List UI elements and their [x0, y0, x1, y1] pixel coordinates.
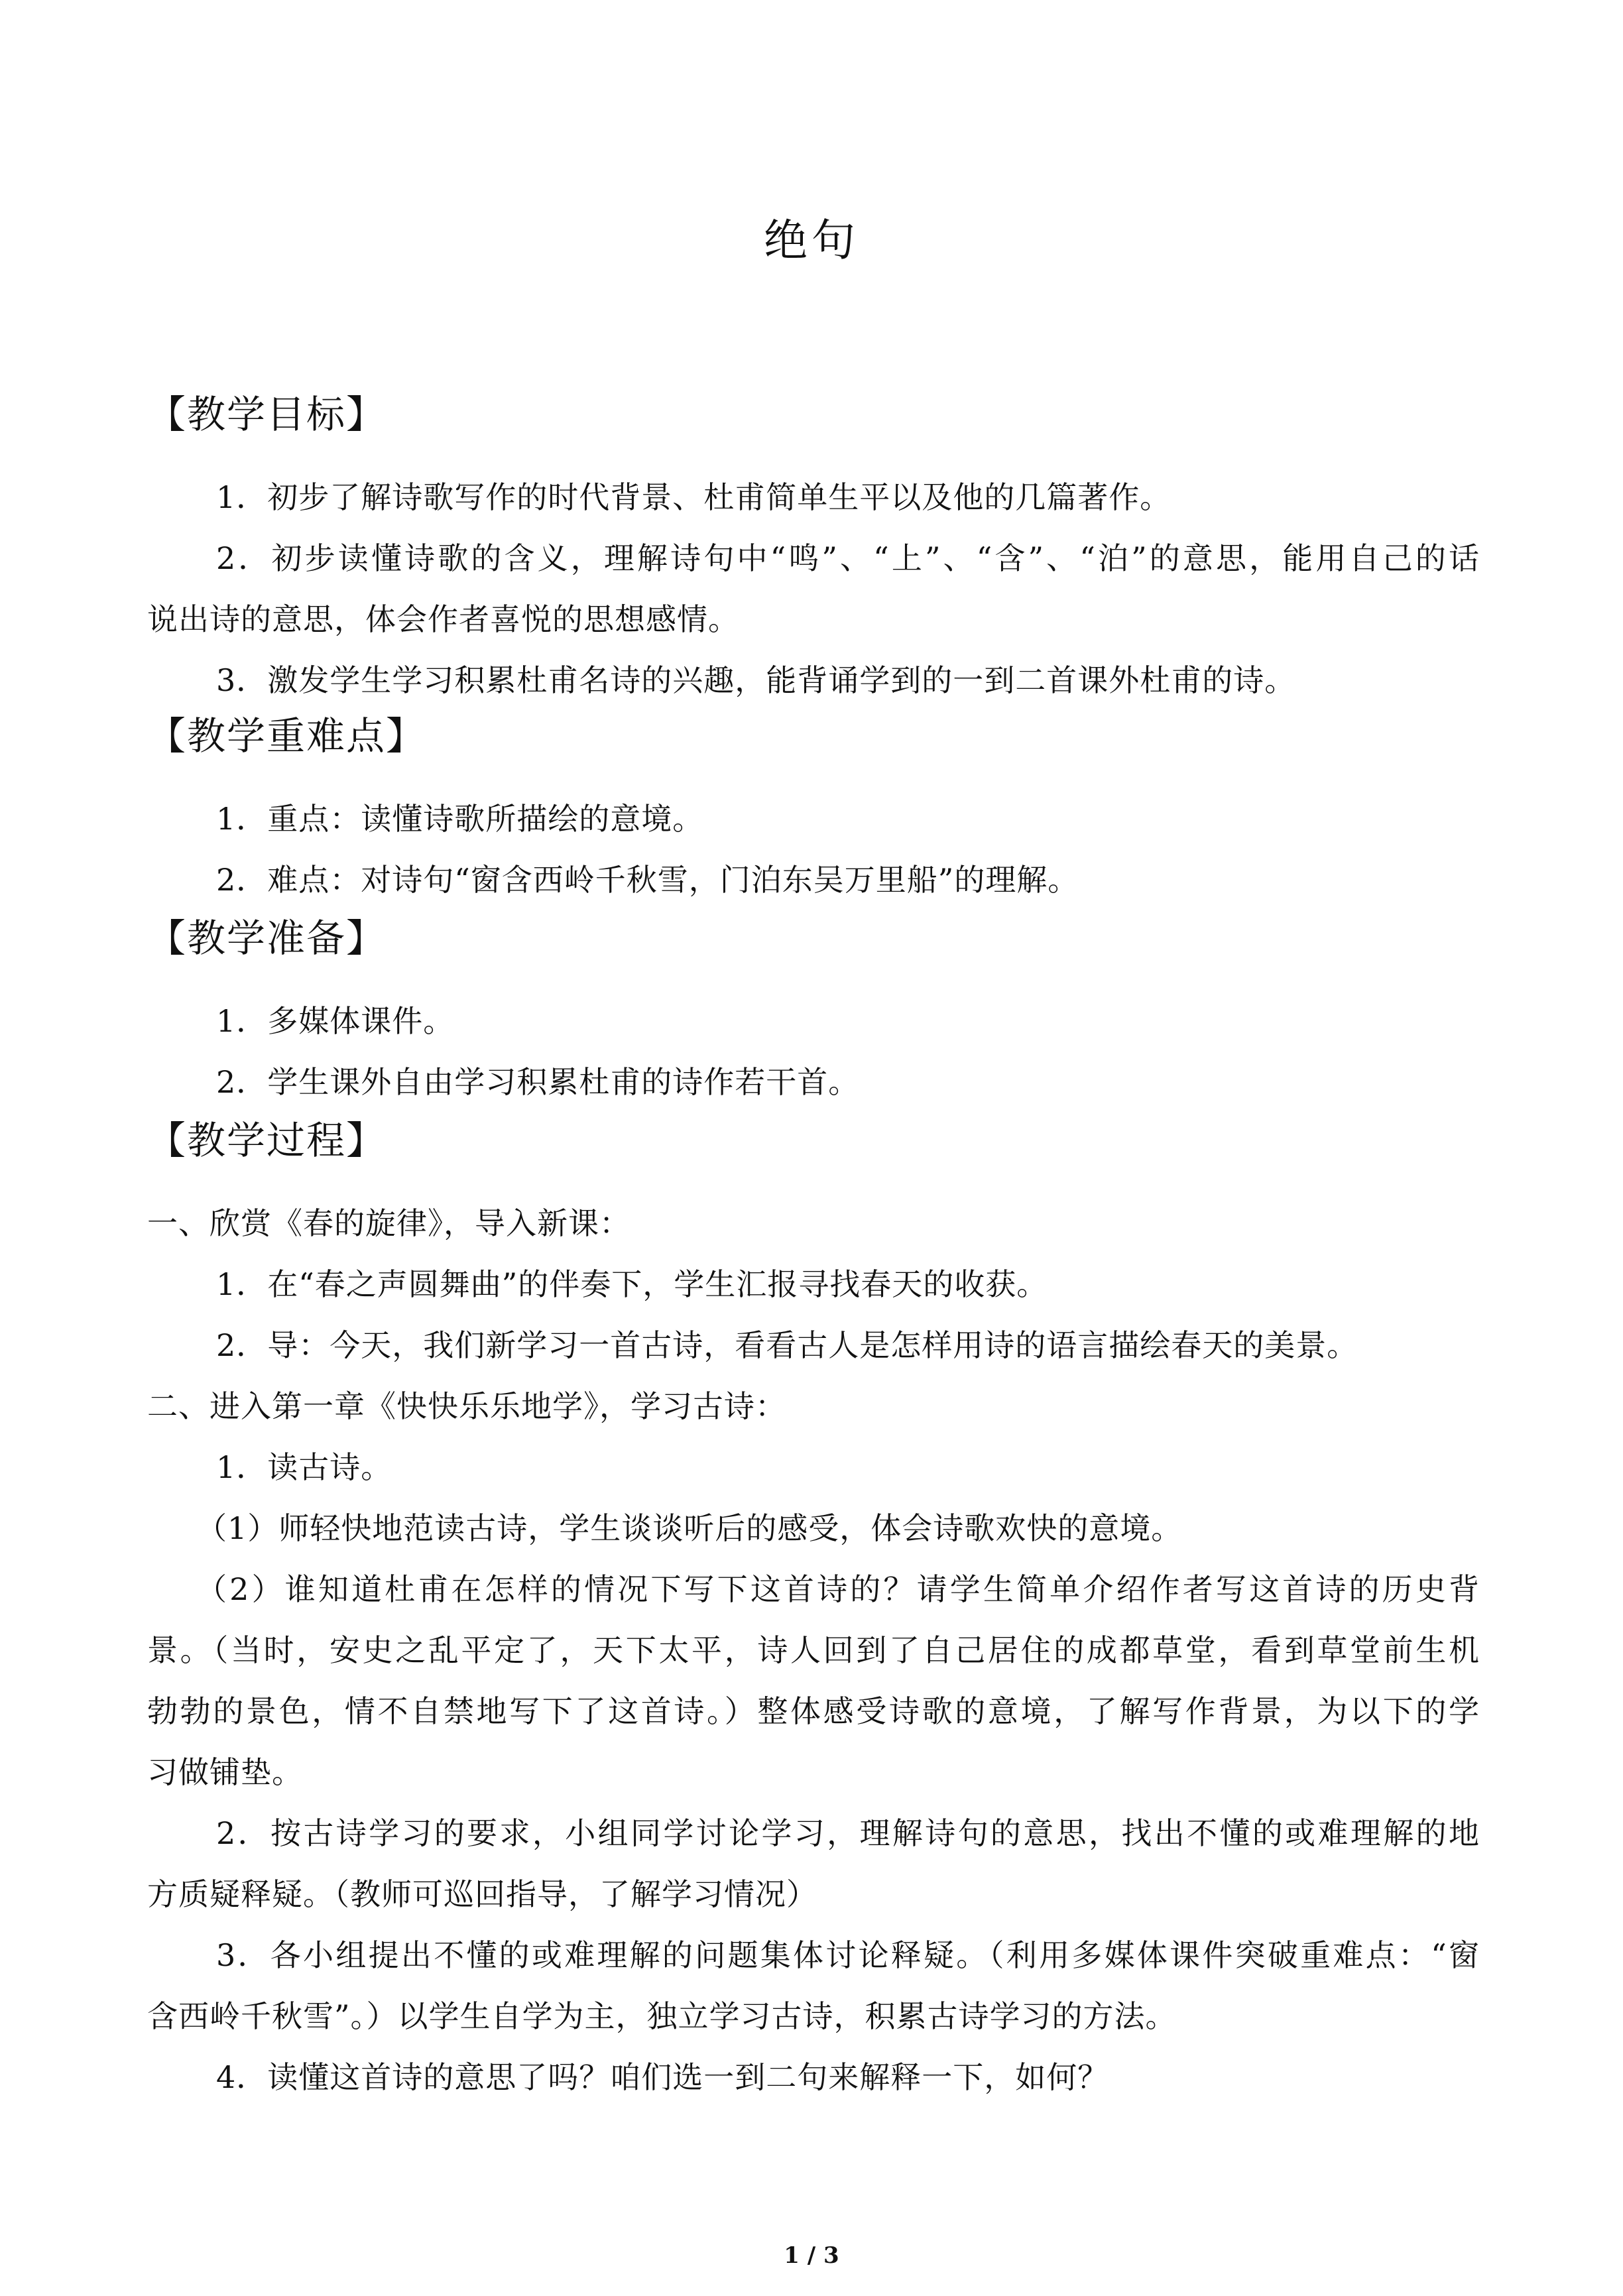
process-line-3: 2．导：今天，我们新学习一首古诗，看看古人是怎样用诗的语言描绘春天的美景。: [216, 1327, 1358, 1363]
preparation-line-2: 2．学生课外自由学习积累杜甫的诗作若干首。: [216, 1064, 860, 1100]
process-line-7: （2）谁知道杜甫在怎样的情况下写下这首诗的？请学生简单介绍作者写这首诗的历史背: [196, 1571, 1480, 1607]
objective-line-2: 2．初步读懂诗歌的含义，理解诗句中“鸣”、“上”、“含”、“泊”的意思，能用自己的话: [216, 540, 1480, 576]
key-point-line-1: 1．重点：读懂诗歌所描绘的意境。: [216, 801, 704, 837]
process-line-10: 习做铺垫。: [147, 1754, 303, 1790]
process-line-9: 勃勃的景色，情不自禁地写下了这首诗。）整体感受诗歌的意境，了解写作背景，为以下的学: [147, 1693, 1480, 1729]
heading-preparation: 【教学准备】: [147, 916, 387, 961]
process-line-4: 二、进入第一章《快快乐乐地学》，学习古诗：: [147, 1388, 786, 1424]
objective-line-2-cont: 说出诗的意思，体会作者喜悦的思想感情。: [147, 601, 739, 637]
heading-key-points: 【教学重难点】: [147, 713, 426, 758]
process-line-6: （1）师轻快地范读古诗，学生谈谈听后的感受，体会诗歌欢快的意境。: [196, 1510, 1183, 1546]
process-line-15: 4．读懂这首诗的意思了吗？咱们选一到二句来解释一下，如何？: [216, 2059, 1109, 2095]
key-point-line-2: 2．难点：对诗句“窗含西岭千秋雪，门泊东吴万里船”的理解。: [216, 862, 1079, 898]
process-line-12: 方质疑释疑。（教师可巡回指导，了解学习情况）: [147, 1876, 817, 1912]
process-line-5: 1．读古诗。: [216, 1449, 392, 1485]
process-line-1: 一、欣赏《春的旋律》，导入新课：: [147, 1205, 631, 1241]
process-line-14: 含西岭千秋雪”。）以学生自学为主，独立学习古诗，积累古诗学习的方法。: [147, 1998, 1177, 2034]
objective-line-3: 3．激发学生学习积累杜甫名诗的兴趣，能背诵学到的一到二首课外杜甫的诗。: [216, 662, 1296, 698]
preparation-line-1: 1．多媒体课件。: [216, 1003, 455, 1039]
process-line-8: 景。（当时，安史之乱平定了，天下太平，诗人回到了自己居住的成都草堂，看到草堂前生机: [147, 1632, 1480, 1668]
heading-objectives: 【教学目标】: [147, 392, 387, 437]
objective-line-1: 1．初步了解诗歌写作的时代背景、杜甫简单生平以及他的几篇著作。: [216, 479, 1172, 515]
process-line-13: 3．各小组提出不懂的或难理解的问题集体讨论释疑。（利用多媒体课件突破重难点：“窗: [216, 1937, 1480, 1973]
heading-process: 【教学过程】: [147, 1118, 387, 1163]
page-number: 1 / 3: [784, 2242, 839, 2269]
page-title: 绝句: [764, 215, 859, 266]
process-line-2: 1．在“春之声圆舞曲”的伴奏下，学生汇报寻找春天的收获。: [216, 1266, 1048, 1302]
process-line-11: 2．按古诗学习的要求，小组同学讨论学习，理解诗句的意思，找出不懂的或难理解的地: [216, 1815, 1480, 1851]
